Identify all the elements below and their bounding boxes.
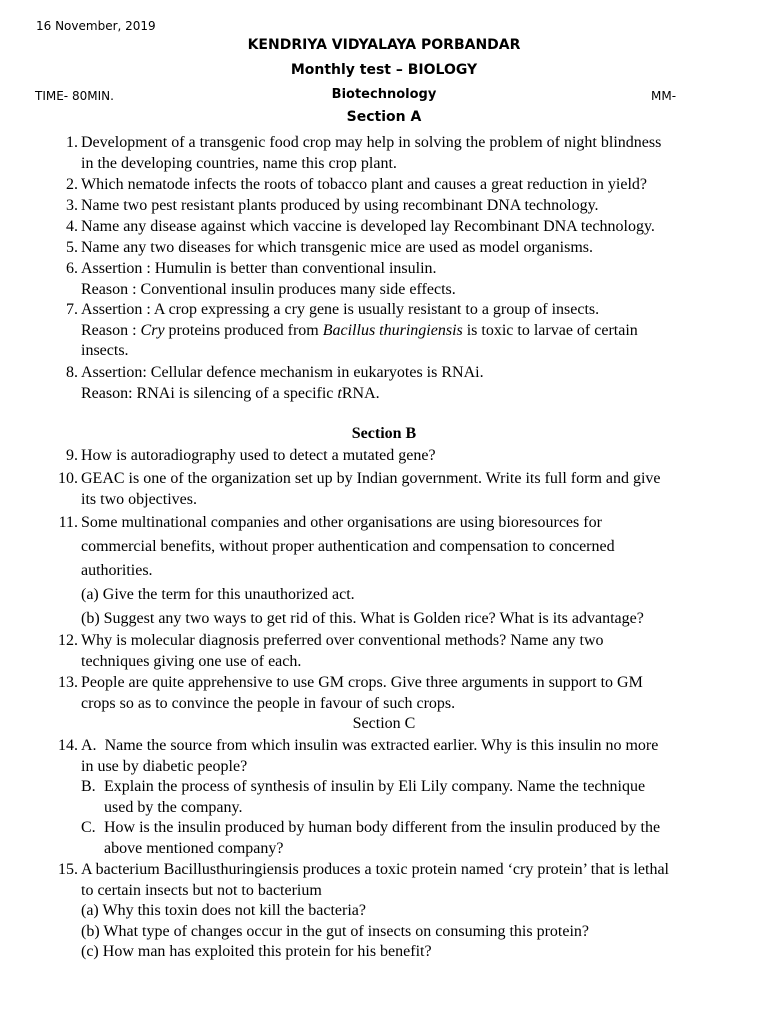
section-c-heading: Section C [352,715,416,732]
question-text: Development of a transgenic food crop may help in solving the problem of night blindness [81,134,662,151]
reason-text: Reason : Conventional insulin produces many side effects. [81,280,456,298]
question-text: in the developing countries, name this crop plant. [81,154,397,172]
question-number: 3. [66,197,78,214]
sub-question-a: (a) Give the term for this unauthorized act. [81,586,355,603]
question-number: 10. [58,470,78,487]
sub-question-a: (a) Why this toxin does not kill the bacteria? [81,902,366,919]
time-allowed: TIME- 80MIN. [35,89,114,103]
subject-title: Biotechnology [331,87,437,102]
question-text: commercial benefits, without proper authentication and compensation to concerned [81,538,615,555]
question-text: Name any disease against which vaccine is developed lay Recombinant DNA technology. [81,218,655,235]
reason-text: Reason : Cry proteins produced from Bacillus thuringiensis is toxic to larvae of certain [81,321,638,339]
question-text: How is autoradiography used to detect a mutated gene? [81,447,436,464]
question-text: Name two pest resistant plants produced by using recombinant DNA technology. [81,197,599,214]
sub-question-b: (b) What type of changes occur in the gut of insects on consuming this protein? [81,922,590,940]
sub-question-b: Explain the process of synthesis of insulin by Eli Lily company. Name the technique [104,778,646,795]
question-text: A bacterium Bacillusthuringiensis produces a toxic protein named ‘cry protein’ that is lethal [81,861,669,878]
reason-text: Reason: RNAi is silencing of a specific tRNA. [81,384,380,402]
question-text: techniques giving one use of each. [81,652,302,670]
sub-question-b: (b) Suggest any two ways to get rid of this. What is Golden rice? What is its advantage? [81,610,644,627]
test-title: Monthly test – BIOLOGY [290,62,478,78]
exam-date: 16 November, 2019 [36,19,156,33]
sub-question-c: (c) How man has exploited this protein for his benefit? [81,943,432,960]
reason-text: insects. [81,342,129,359]
question-text: Which nematode infects the roots of tobacco plant and causes a great reduction in yield? [81,176,648,193]
question-number: 6. [66,260,78,277]
sub-question-a: in use by diabetic people? [81,757,248,775]
sub-question-label: B. [81,778,96,795]
section-a-heading: Section A [346,109,422,125]
question-text: Why is molecular diagnosis preferred over conventional methods? Name any two [81,632,604,649]
sub-question-c: above mentioned company? [104,839,284,857]
question-text: to certain insects but not to bacterium [81,881,322,899]
school-name: KENDRIYA VIDYALAYA PORBANDAR [247,37,521,53]
question-number: 4. [66,218,78,235]
section-b-heading: Section B [351,425,417,442]
question-number: 2. [66,176,78,193]
question-text: crops so as to convince the people in favour of such crops. [81,694,456,712]
assertion-text: Assertion : A crop expressing a cry gene is usually resistant to a group of insects. [81,301,600,318]
sub-question-label: C. [81,819,96,836]
question-number: 5. [66,239,78,256]
question-text: Some multinational companies and other organisations are using bioresources for [81,514,602,531]
question-number: 8. [66,364,78,381]
question-text: People are quite apprehensive to use GM crops. Give three arguments in support to GM [81,674,643,691]
question-number: 14. [58,737,78,754]
sub-question-a: A. Name the source from which insulin was extracted earlier. Why is this insulin no more [81,737,659,754]
question-number: 7. [66,301,78,318]
question-number: 15. [58,861,78,878]
question-text: GEAC is one of the organization set up by Indian government. Write its full form and give [81,470,661,487]
question-text: Name any two diseases for which transgenic mice are used as model organisms. [81,239,593,256]
question-text: its two objectives. [81,490,197,508]
question-number: 11. [58,514,78,531]
sub-question-b: used by the company. [104,798,243,816]
question-number: 9. [66,447,78,464]
question-number: 1. [66,134,78,151]
question-number: 12. [58,632,78,649]
assertion-text: Assertion : Humulin is better than conventional insulin. [81,260,437,277]
max-marks: MM- [651,89,677,103]
question-text: authorities. [81,562,153,579]
assertion-text: Assertion: Cellular defence mechanism in eukaryotes is RNAi. [81,364,484,381]
question-number: 13. [58,674,78,691]
sub-question-c: How is the insulin produced by human body different from the insulin produced by the [104,819,661,836]
